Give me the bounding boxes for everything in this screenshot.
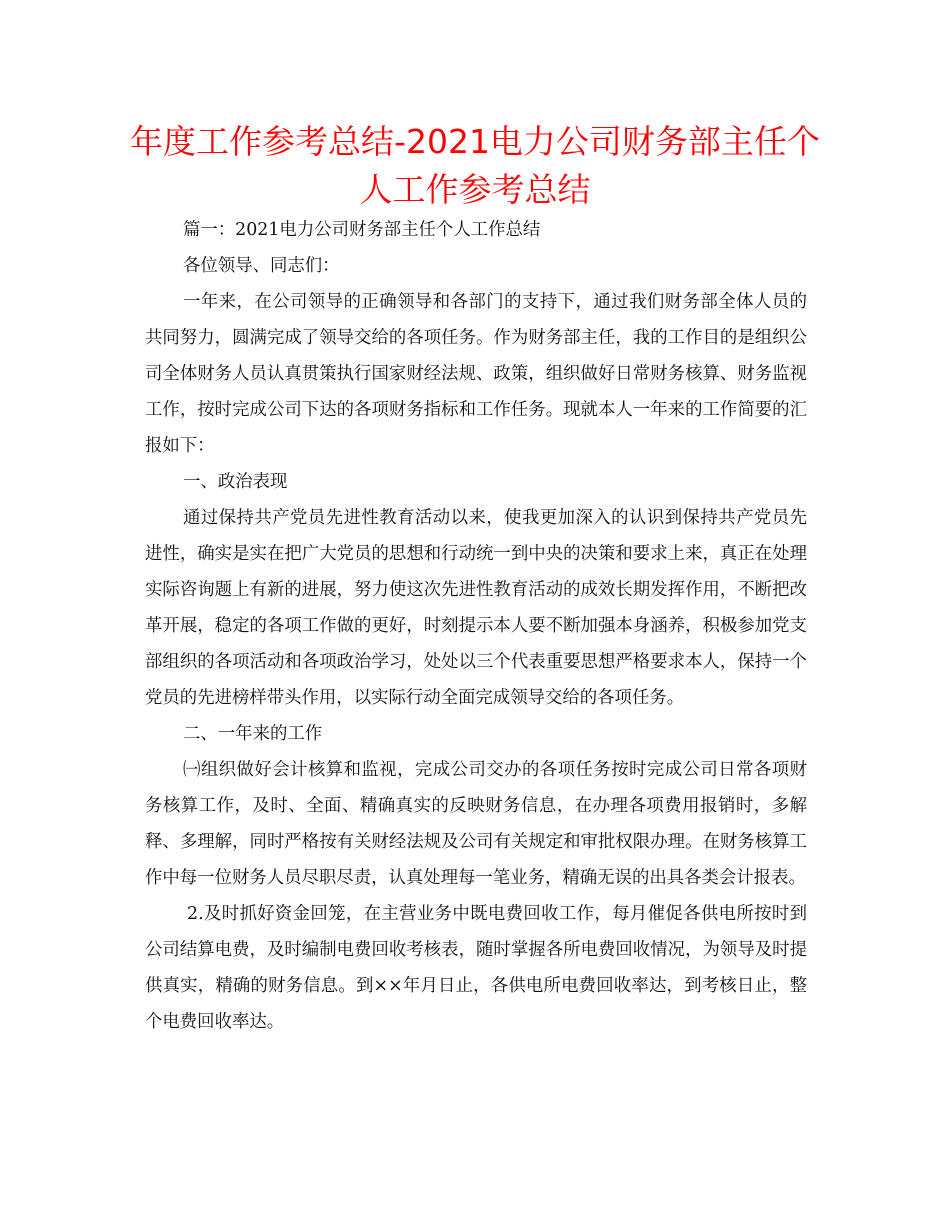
section-heading: 二、一年来的工作	[183, 724, 323, 744]
section-subtitle: 篇一：2021电力公司财务部主任个人工作总结	[183, 220, 541, 240]
body-paragraph: 通过保持共产党员先进性教育活动以来，使我更加深入的认识到保持共产党员先进性，确实是实在把广大党员的思想和行动统一到中央的决策和要求上来，真正在处理实际咨询题上有新的进展，努力使这次先进性教育活动的成效长期发挥作用，不断把改革开展，稳定的各项工作做的更好，时刻提示本人要不断加强本身涵养，积极参加党支部组织的各项活动和各项政治学习，处处以三个代表重要思想严格要求本人，保持一个党员的先进榜样带头作用，以实际行动全面完成领导交给的各项任务。	[145, 508, 807, 708]
document-body	[145, 212, 807, 1040]
salutation: 各位领导、同志们：	[183, 256, 340, 276]
section-heading: 一、政治表现	[183, 472, 288, 492]
body-paragraph: 2.及时抓好资金回笼，在主营业务中既电费回收工作，每月催促各供电所按时到公司结算电费，及时编制电费回收考核表，随时掌握各所电费回收情况，为领导及时提供真实，精确的财务信息。到××年月日止，各供电所电费回收率达，到考核日止，整个电费回收率达。	[145, 904, 807, 1032]
body-paragraph: 一年来，在公司领导的正确领导和各部门的支持下，通过我们财务部全体人员的共同努力，圆满完成了领导交给的各项任务。作为财务部主任，我的工作目的是组织公司全体财务人员认真贯策执行国家财经法规、政策，组织做好日常财务核算、财务监视工作，按时完成公司下达的各项财务指标和工作任务。现就本人一年来的工作简要的汇报如下：	[145, 292, 807, 456]
body-paragraph: ㈠组织做好会计核算和监视，完成公司交办的各项任务按时完成公司日常各项财务核算工作，及时、全面、精确真实的反映财务信息，在办理各项费用报销时，多解释、多理解，同时严格按有关财经法规及公司有关规定和审批权限办理。在财务核算工作中每一位财务人员尽职尽责，认真处理每一笔业务，精确无误的出具各类会计报表。	[145, 760, 807, 888]
document-title: 年度工作参考总结-2021电力公司财务部主任个人工作参考总结	[130, 122, 820, 209]
